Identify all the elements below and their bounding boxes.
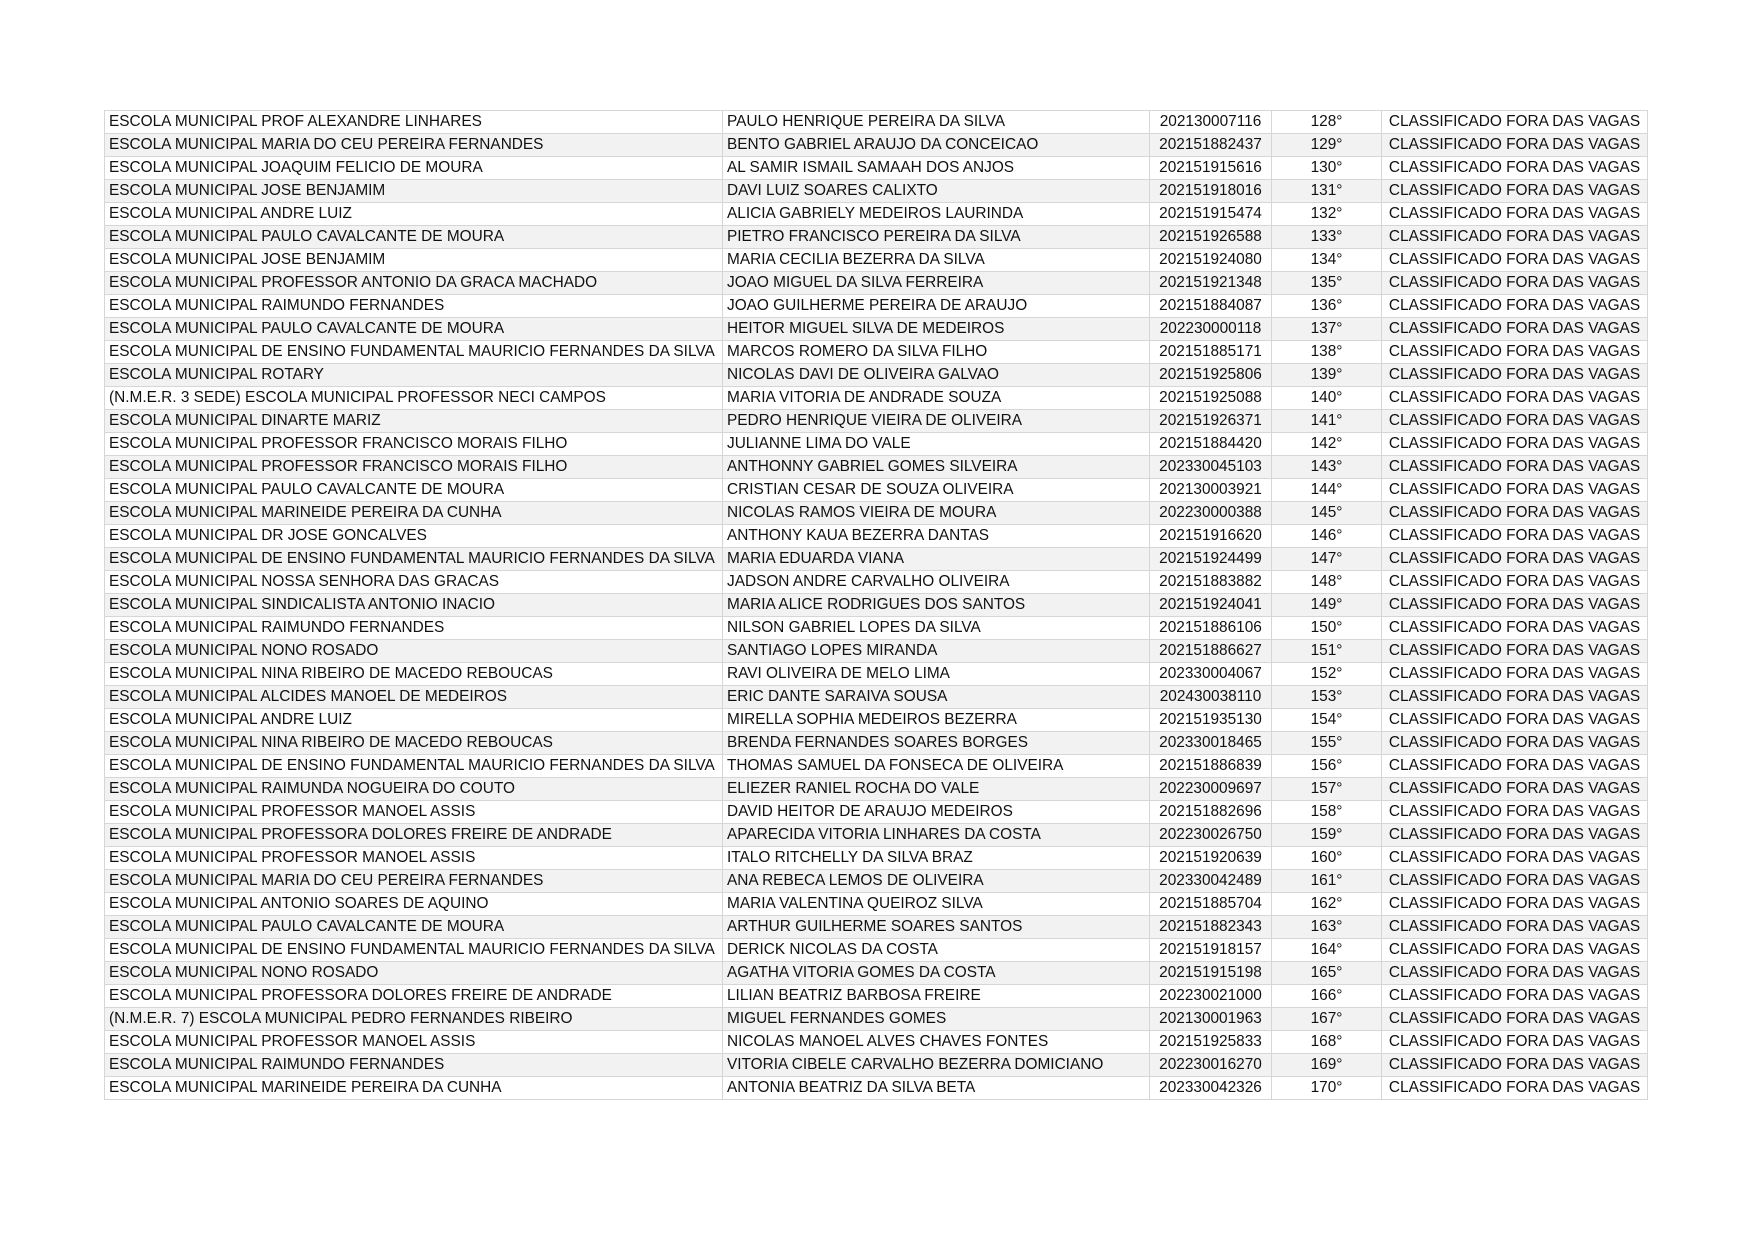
- school-cell: ESCOLA MUNICIPAL RAIMUNDO FERNANDES: [105, 295, 723, 318]
- table-row: [105, 617, 1648, 640]
- student-name-cell: RAVI OLIVEIRA DE MELO LIMA: [723, 663, 1150, 686]
- rank-cell: 134°: [1272, 249, 1382, 272]
- school-cell: ESCOLA MUNICIPAL PROFESSORA DOLORES FREIRE DE ANDRADE: [105, 824, 723, 847]
- table-row: [105, 663, 1648, 686]
- registration-id-cell: 202151915616: [1150, 157, 1272, 180]
- rank-cell: 129°: [1272, 134, 1382, 157]
- rank-cell: 128°: [1272, 111, 1382, 134]
- student-name-cell: ANTHONNY GABRIEL GOMES SILVEIRA: [723, 456, 1150, 479]
- school-cell: ESCOLA MUNICIPAL JOSE BENJAMIM: [105, 180, 723, 203]
- rank-cell: 139°: [1272, 364, 1382, 387]
- school-cell: (N.M.E.R. 7) ESCOLA MUNICIPAL PEDRO FERNANDES RIBEIRO: [105, 1008, 723, 1031]
- school-cell: ESCOLA MUNICIPAL NONO ROSADO: [105, 962, 723, 985]
- status-cell: CLASSIFICADO FORA DAS VAGAS: [1382, 893, 1648, 916]
- status-cell: CLASSIFICADO FORA DAS VAGAS: [1382, 801, 1648, 824]
- registration-id-cell: 202151915198: [1150, 962, 1272, 985]
- table-row: [105, 318, 1648, 341]
- school-cell: ESCOLA MUNICIPAL PROFESSOR MANOEL ASSIS: [105, 847, 723, 870]
- registration-id-cell: 202151926588: [1150, 226, 1272, 249]
- student-name-cell: ITALO RITCHELLY DA SILVA BRAZ: [723, 847, 1150, 870]
- registration-id-cell: 202151884420: [1150, 433, 1272, 456]
- table-row: [105, 1031, 1648, 1054]
- registration-id-cell: 202151918157: [1150, 939, 1272, 962]
- school-cell: ESCOLA MUNICIPAL MARIA DO CEU PEREIRA FERNANDES: [105, 134, 723, 157]
- student-name-cell: BENTO GABRIEL ARAUJO DA CONCEICAO: [723, 134, 1150, 157]
- school-cell: ESCOLA MUNICIPAL MARIA DO CEU PEREIRA FERNANDES: [105, 870, 723, 893]
- school-cell: ESCOLA MUNICIPAL PAULO CAVALCANTE DE MOURA: [105, 226, 723, 249]
- student-name-cell: CRISTIAN CESAR DE SOUZA OLIVEIRA: [723, 479, 1150, 502]
- school-cell: ESCOLA MUNICIPAL PROFESSORA DOLORES FREIRE DE ANDRADE: [105, 985, 723, 1008]
- status-cell: CLASSIFICADO FORA DAS VAGAS: [1382, 594, 1648, 617]
- status-cell: CLASSIFICADO FORA DAS VAGAS: [1382, 732, 1648, 755]
- rank-cell: 150°: [1272, 617, 1382, 640]
- registration-id-cell: 202151882343: [1150, 916, 1272, 939]
- results-table-body: [105, 111, 1648, 1100]
- student-name-cell: MARIA EDUARDA VIANA: [723, 548, 1150, 571]
- student-name-cell: MARIA CECILIA BEZERRA DA SILVA: [723, 249, 1150, 272]
- student-name-cell: DERICK NICOLAS DA COSTA: [723, 939, 1150, 962]
- student-name-cell: JOAO GUILHERME PEREIRA DE ARAUJO: [723, 295, 1150, 318]
- student-name-cell: MARIA ALICE RODRIGUES DOS SANTOS: [723, 594, 1150, 617]
- student-name-cell: AL SAMIR ISMAIL SAMAAH DOS ANJOS: [723, 157, 1150, 180]
- school-cell: ESCOLA MUNICIPAL PROFESSOR MANOEL ASSIS: [105, 801, 723, 824]
- table-row: [105, 502, 1648, 525]
- student-name-cell: MARCOS ROMERO DA SILVA FILHO: [723, 341, 1150, 364]
- registration-id-cell: 202430038110: [1150, 686, 1272, 709]
- table-row: [105, 456, 1648, 479]
- registration-id-cell: 202330042326: [1150, 1077, 1272, 1100]
- status-cell: CLASSIFICADO FORA DAS VAGAS: [1382, 456, 1648, 479]
- registration-id-cell: 202130003921: [1150, 479, 1272, 502]
- status-cell: CLASSIFICADO FORA DAS VAGAS: [1382, 341, 1648, 364]
- school-cell: ESCOLA MUNICIPAL PROFESSOR ANTONIO DA GRACA MACHADO: [105, 272, 723, 295]
- school-cell: ESCOLA MUNICIPAL RAIMUNDA NOGUEIRA DO COUTO: [105, 778, 723, 801]
- student-name-cell: NICOLAS RAMOS VIEIRA DE MOURA: [723, 502, 1150, 525]
- table-row: [105, 1077, 1648, 1100]
- school-cell: ESCOLA MUNICIPAL PROFESSOR MANOEL ASSIS: [105, 1031, 723, 1054]
- registration-id-cell: 202151885171: [1150, 341, 1272, 364]
- rank-cell: 136°: [1272, 295, 1382, 318]
- school-cell: ESCOLA MUNICIPAL PAULO CAVALCANTE DE MOURA: [105, 479, 723, 502]
- registration-id-cell: 202230021000: [1150, 985, 1272, 1008]
- rank-cell: 132°: [1272, 203, 1382, 226]
- rank-cell: 165°: [1272, 962, 1382, 985]
- rank-cell: 149°: [1272, 594, 1382, 617]
- status-cell: CLASSIFICADO FORA DAS VAGAS: [1382, 686, 1648, 709]
- student-name-cell: ANA REBECA LEMOS DE OLIVEIRA: [723, 870, 1150, 893]
- student-name-cell: BRENDA FERNANDES SOARES BORGES: [723, 732, 1150, 755]
- rank-cell: 162°: [1272, 893, 1382, 916]
- school-cell: ESCOLA MUNICIPAL NONO ROSADO: [105, 640, 723, 663]
- school-cell: ESCOLA MUNICIPAL DE ENSINO FUNDAMENTAL MAURICIO FERNANDES DA SILVA: [105, 548, 723, 571]
- student-name-cell: JADSON ANDRE CARVALHO OLIVEIRA: [723, 571, 1150, 594]
- rank-cell: 168°: [1272, 1031, 1382, 1054]
- status-cell: CLASSIFICADO FORA DAS VAGAS: [1382, 157, 1648, 180]
- status-cell: CLASSIFICADO FORA DAS VAGAS: [1382, 755, 1648, 778]
- rank-cell: 135°: [1272, 272, 1382, 295]
- table-row: [105, 410, 1648, 433]
- registration-id-cell: 202151884087: [1150, 295, 1272, 318]
- rank-cell: 157°: [1272, 778, 1382, 801]
- status-cell: CLASSIFICADO FORA DAS VAGAS: [1382, 916, 1648, 939]
- status-cell: CLASSIFICADO FORA DAS VAGAS: [1382, 295, 1648, 318]
- rank-cell: 163°: [1272, 916, 1382, 939]
- student-name-cell: NICOLAS MANOEL ALVES CHAVES FONTES: [723, 1031, 1150, 1054]
- status-cell: CLASSIFICADO FORA DAS VAGAS: [1382, 870, 1648, 893]
- school-cell: ESCOLA MUNICIPAL RAIMUNDO FERNANDES: [105, 1054, 723, 1077]
- table-row: [105, 962, 1648, 985]
- rank-cell: 161°: [1272, 870, 1382, 893]
- status-cell: CLASSIFICADO FORA DAS VAGAS: [1382, 111, 1648, 134]
- student-name-cell: AGATHA VITORIA GOMES DA COSTA: [723, 962, 1150, 985]
- table-row: [105, 594, 1648, 617]
- status-cell: CLASSIFICADO FORA DAS VAGAS: [1382, 525, 1648, 548]
- status-cell: CLASSIFICADO FORA DAS VAGAS: [1382, 180, 1648, 203]
- registration-id-cell: 202230009697: [1150, 778, 1272, 801]
- registration-id-cell: 202151925833: [1150, 1031, 1272, 1054]
- table-row: [105, 571, 1648, 594]
- status-cell: CLASSIFICADO FORA DAS VAGAS: [1382, 1054, 1648, 1077]
- school-cell: ESCOLA MUNICIPAL ROTARY: [105, 364, 723, 387]
- student-name-cell: MIRELLA SOPHIA MEDEIROS BEZERRA: [723, 709, 1150, 732]
- table-row: [105, 778, 1648, 801]
- school-cell: ESCOLA MUNICIPAL ANDRE LUIZ: [105, 203, 723, 226]
- rank-cell: 158°: [1272, 801, 1382, 824]
- registration-id-cell: 202151925806: [1150, 364, 1272, 387]
- table-row: [105, 433, 1648, 456]
- registration-id-cell: 202151924499: [1150, 548, 1272, 571]
- registration-id-cell: 202330045103: [1150, 456, 1272, 479]
- table-row: [105, 847, 1648, 870]
- rank-cell: 145°: [1272, 502, 1382, 525]
- table-row: [105, 801, 1648, 824]
- table-row: [105, 341, 1648, 364]
- school-cell: ESCOLA MUNICIPAL SINDICALISTA ANTONIO INACIO: [105, 594, 723, 617]
- status-cell: CLASSIFICADO FORA DAS VAGAS: [1382, 226, 1648, 249]
- school-cell: ESCOLA MUNICIPAL DR JOSE GONCALVES: [105, 525, 723, 548]
- status-cell: CLASSIFICADO FORA DAS VAGAS: [1382, 1077, 1648, 1100]
- student-name-cell: ANTHONY KAUA BEZERRA DANTAS: [723, 525, 1150, 548]
- table-row: [105, 709, 1648, 732]
- status-cell: CLASSIFICADO FORA DAS VAGAS: [1382, 939, 1648, 962]
- school-cell: ESCOLA MUNICIPAL MARINEIDE PEREIRA DA CUNHA: [105, 1077, 723, 1100]
- status-cell: CLASSIFICADO FORA DAS VAGAS: [1382, 410, 1648, 433]
- registration-id-cell: 202151924041: [1150, 594, 1272, 617]
- registration-id-cell: 202230016270: [1150, 1054, 1272, 1077]
- school-cell: ESCOLA MUNICIPAL PROFESSOR FRANCISCO MORAIS FILHO: [105, 456, 723, 479]
- student-name-cell: NILSON GABRIEL LOPES DA SILVA: [723, 617, 1150, 640]
- status-cell: CLASSIFICADO FORA DAS VAGAS: [1382, 272, 1648, 295]
- school-cell: ESCOLA MUNICIPAL MARINEIDE PEREIRA DA CUNHA: [105, 502, 723, 525]
- rank-cell: 170°: [1272, 1077, 1382, 1100]
- school-cell: ESCOLA MUNICIPAL ANDRE LUIZ: [105, 709, 723, 732]
- registration-id-cell: 202330004067: [1150, 663, 1272, 686]
- student-name-cell: ERIC DANTE SARAIVA SOUSA: [723, 686, 1150, 709]
- table-row: [105, 870, 1648, 893]
- status-cell: CLASSIFICADO FORA DAS VAGAS: [1382, 134, 1648, 157]
- table-row: [105, 134, 1648, 157]
- school-cell: ESCOLA MUNICIPAL JOAQUIM FELICIO DE MOURA: [105, 157, 723, 180]
- school-cell: ESCOLA MUNICIPAL JOSE BENJAMIM: [105, 249, 723, 272]
- rank-cell: 169°: [1272, 1054, 1382, 1077]
- registration-id-cell: 202151925088: [1150, 387, 1272, 410]
- rank-cell: 153°: [1272, 686, 1382, 709]
- table-row: [105, 295, 1648, 318]
- school-cell: ESCOLA MUNICIPAL ALCIDES MANOEL DE MEDEIROS: [105, 686, 723, 709]
- registration-id-cell: 202151935130: [1150, 709, 1272, 732]
- school-cell: ESCOLA MUNICIPAL PAULO CAVALCANTE DE MOURA: [105, 318, 723, 341]
- student-name-cell: THOMAS SAMUEL DA FONSECA DE OLIVEIRA: [723, 755, 1150, 778]
- status-cell: CLASSIFICADO FORA DAS VAGAS: [1382, 709, 1648, 732]
- status-cell: CLASSIFICADO FORA DAS VAGAS: [1382, 1008, 1648, 1031]
- table-row: [105, 203, 1648, 226]
- rank-cell: 140°: [1272, 387, 1382, 410]
- status-cell: CLASSIFICADO FORA DAS VAGAS: [1382, 640, 1648, 663]
- status-cell: CLASSIFICADO FORA DAS VAGAS: [1382, 1031, 1648, 1054]
- status-cell: CLASSIFICADO FORA DAS VAGAS: [1382, 203, 1648, 226]
- registration-id-cell: 202230000388: [1150, 502, 1272, 525]
- table-row: [105, 479, 1648, 502]
- table-row: [105, 548, 1648, 571]
- student-name-cell: SANTIAGO LOPES MIRANDA: [723, 640, 1150, 663]
- rank-cell: 148°: [1272, 571, 1382, 594]
- student-name-cell: HEITOR MIGUEL SILVA DE MEDEIROS: [723, 318, 1150, 341]
- school-cell: (N.M.E.R. 3 SEDE) ESCOLA MUNICIPAL PROFESSOR NECI CAMPOS: [105, 387, 723, 410]
- school-cell: ESCOLA MUNICIPAL RAIMUNDO FERNANDES: [105, 617, 723, 640]
- rank-cell: 155°: [1272, 732, 1382, 755]
- rank-cell: 160°: [1272, 847, 1382, 870]
- registration-id-cell: 202130007116: [1150, 111, 1272, 134]
- student-name-cell: ELIEZER RANIEL ROCHA DO VALE: [723, 778, 1150, 801]
- rank-cell: 164°: [1272, 939, 1382, 962]
- rank-cell: 138°: [1272, 341, 1382, 364]
- rank-cell: 167°: [1272, 1008, 1382, 1031]
- student-name-cell: VITORIA CIBELE CARVALHO BEZERRA DOMICIANO: [723, 1054, 1150, 1077]
- status-cell: CLASSIFICADO FORA DAS VAGAS: [1382, 548, 1648, 571]
- registration-id-cell: 202151918016: [1150, 180, 1272, 203]
- table-row: [105, 111, 1648, 134]
- table-row: [105, 985, 1648, 1008]
- school-cell: ESCOLA MUNICIPAL PAULO CAVALCANTE DE MOURA: [105, 916, 723, 939]
- registration-id-cell: 202151882437: [1150, 134, 1272, 157]
- school-cell: ESCOLA MUNICIPAL NOSSA SENHORA DAS GRACAS: [105, 571, 723, 594]
- status-cell: CLASSIFICADO FORA DAS VAGAS: [1382, 663, 1648, 686]
- student-name-cell: MARIA VITORIA DE ANDRADE SOUZA: [723, 387, 1150, 410]
- table-row: [105, 1008, 1648, 1031]
- status-cell: CLASSIFICADO FORA DAS VAGAS: [1382, 962, 1648, 985]
- rank-cell: 159°: [1272, 824, 1382, 847]
- table-row: [105, 916, 1648, 939]
- status-cell: CLASSIFICADO FORA DAS VAGAS: [1382, 847, 1648, 870]
- rank-cell: 152°: [1272, 663, 1382, 686]
- registration-id-cell: 202151920639: [1150, 847, 1272, 870]
- school-cell: ESCOLA MUNICIPAL DINARTE MARIZ: [105, 410, 723, 433]
- rank-cell: 147°: [1272, 548, 1382, 571]
- rank-cell: 142°: [1272, 433, 1382, 456]
- table-row: [105, 364, 1648, 387]
- table-row: [105, 157, 1648, 180]
- school-cell: ESCOLA MUNICIPAL DE ENSINO FUNDAMENTAL MAURICIO FERNANDES DA SILVA: [105, 939, 723, 962]
- registration-id-cell: 202330018465: [1150, 732, 1272, 755]
- status-cell: CLASSIFICADO FORA DAS VAGAS: [1382, 387, 1648, 410]
- rank-cell: 141°: [1272, 410, 1382, 433]
- student-name-cell: PAULO HENRIQUE PEREIRA DA SILVA: [723, 111, 1150, 134]
- registration-id-cell: 202151886627: [1150, 640, 1272, 663]
- student-name-cell: MARIA VALENTINA QUEIROZ SILVA: [723, 893, 1150, 916]
- status-cell: CLASSIFICADO FORA DAS VAGAS: [1382, 571, 1648, 594]
- rank-cell: 146°: [1272, 525, 1382, 548]
- status-cell: CLASSIFICADO FORA DAS VAGAS: [1382, 985, 1648, 1008]
- rank-cell: 144°: [1272, 479, 1382, 502]
- student-name-cell: NICOLAS DAVI DE OLIVEIRA GALVAO: [723, 364, 1150, 387]
- registration-id-cell: 202230026750: [1150, 824, 1272, 847]
- school-cell: ESCOLA MUNICIPAL PROF ALEXANDRE LINHARES: [105, 111, 723, 134]
- student-name-cell: PIETRO FRANCISCO PEREIRA DA SILVA: [723, 226, 1150, 249]
- student-name-cell: APARECIDA VITORIA LINHARES DA COSTA: [723, 824, 1150, 847]
- school-cell: ESCOLA MUNICIPAL DE ENSINO FUNDAMENTAL MAURICIO FERNANDES DA SILVA: [105, 755, 723, 778]
- rank-cell: 143°: [1272, 456, 1382, 479]
- school-cell: ESCOLA MUNICIPAL NINA RIBEIRO DE MACEDO REBOUCAS: [105, 732, 723, 755]
- table-row: [105, 939, 1648, 962]
- student-name-cell: JOAO MIGUEL DA SILVA FERREIRA: [723, 272, 1150, 295]
- student-name-cell: ARTHUR GUILHERME SOARES SANTOS: [723, 916, 1150, 939]
- student-name-cell: DAVI LUIZ SOARES CALIXTO: [723, 180, 1150, 203]
- table-row: [105, 1054, 1648, 1077]
- status-cell: CLASSIFICADO FORA DAS VAGAS: [1382, 318, 1648, 341]
- school-cell: ESCOLA MUNICIPAL ANTONIO SOARES DE AQUINO: [105, 893, 723, 916]
- rank-cell: 130°: [1272, 157, 1382, 180]
- rank-cell: 154°: [1272, 709, 1382, 732]
- table-row: [105, 755, 1648, 778]
- registration-id-cell: 202230000118: [1150, 318, 1272, 341]
- school-cell: ESCOLA MUNICIPAL DE ENSINO FUNDAMENTAL MAURICIO FERNANDES DA SILVA: [105, 341, 723, 364]
- registration-id-cell: 202151886106: [1150, 617, 1272, 640]
- student-name-cell: ANTONIA BEATRIZ DA SILVA BETA: [723, 1077, 1150, 1100]
- school-cell: ESCOLA MUNICIPAL NINA RIBEIRO DE MACEDO REBOUCAS: [105, 663, 723, 686]
- registration-id-cell: 202151921348: [1150, 272, 1272, 295]
- table-row: [105, 732, 1648, 755]
- rank-cell: 133°: [1272, 226, 1382, 249]
- status-cell: CLASSIFICADO FORA DAS VAGAS: [1382, 824, 1648, 847]
- table-row: [105, 640, 1648, 663]
- status-cell: CLASSIFICADO FORA DAS VAGAS: [1382, 778, 1648, 801]
- table-row: [105, 272, 1648, 295]
- table-row: [105, 893, 1648, 916]
- registration-id-cell: 202151885704: [1150, 893, 1272, 916]
- school-cell: ESCOLA MUNICIPAL PROFESSOR FRANCISCO MORAIS FILHO: [105, 433, 723, 456]
- results-table: [104, 110, 1648, 1100]
- registration-id-cell: 202151886839: [1150, 755, 1272, 778]
- status-cell: CLASSIFICADO FORA DAS VAGAS: [1382, 479, 1648, 502]
- registration-id-cell: 202130001963: [1150, 1008, 1272, 1031]
- student-name-cell: ALICIA GABRIELY MEDEIROS LAURINDA: [723, 203, 1150, 226]
- status-cell: CLASSIFICADO FORA DAS VAGAS: [1382, 502, 1648, 525]
- registration-id-cell: 202330042489: [1150, 870, 1272, 893]
- status-cell: CLASSIFICADO FORA DAS VAGAS: [1382, 617, 1648, 640]
- registration-id-cell: 202151883882: [1150, 571, 1272, 594]
- rank-cell: 151°: [1272, 640, 1382, 663]
- rank-cell: 137°: [1272, 318, 1382, 341]
- student-name-cell: DAVID HEITOR DE ARAUJO MEDEIROS: [723, 801, 1150, 824]
- rank-cell: 156°: [1272, 755, 1382, 778]
- table-row: [105, 824, 1648, 847]
- registration-id-cell: 202151882696: [1150, 801, 1272, 824]
- registration-id-cell: 202151915474: [1150, 203, 1272, 226]
- registration-id-cell: 202151916620: [1150, 525, 1272, 548]
- status-cell: CLASSIFICADO FORA DAS VAGAS: [1382, 249, 1648, 272]
- table-row: [105, 387, 1648, 410]
- student-name-cell: PEDRO HENRIQUE VIEIRA DE OLIVEIRA: [723, 410, 1150, 433]
- registration-id-cell: 202151926371: [1150, 410, 1272, 433]
- table-row: [105, 226, 1648, 249]
- table-row: [105, 180, 1648, 203]
- registration-id-cell: 202151924080: [1150, 249, 1272, 272]
- table-row: [105, 686, 1648, 709]
- table-row: [105, 249, 1648, 272]
- rank-cell: 166°: [1272, 985, 1382, 1008]
- student-name-cell: LILIAN BEATRIZ BARBOSA FREIRE: [723, 985, 1150, 1008]
- status-cell: CLASSIFICADO FORA DAS VAGAS: [1382, 364, 1648, 387]
- rank-cell: 131°: [1272, 180, 1382, 203]
- student-name-cell: JULIANNE LIMA DO VALE: [723, 433, 1150, 456]
- table-row: [105, 525, 1648, 548]
- status-cell: CLASSIFICADO FORA DAS VAGAS: [1382, 433, 1648, 456]
- student-name-cell: MIGUEL FERNANDES GOMES: [723, 1008, 1150, 1031]
